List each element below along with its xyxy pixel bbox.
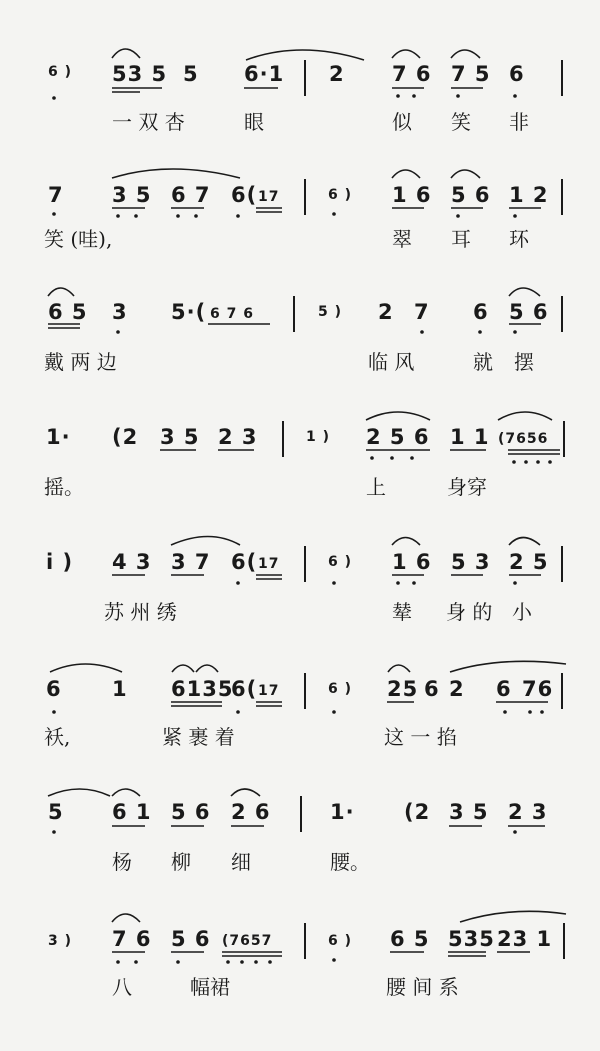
bar-line [561, 296, 563, 332]
note-group: 1 6 [392, 183, 432, 207]
note-group: 6 [509, 62, 525, 86]
note-group: 6 [473, 300, 489, 324]
note-group: 7 6 [392, 62, 432, 86]
note-group: 2 6 [231, 800, 271, 824]
bar-line [304, 673, 306, 709]
note-group: 5 ) [318, 304, 343, 320]
note-group: 6 [496, 677, 512, 701]
lyric-text: 身 的 [446, 600, 493, 624]
note-group: 1· [46, 425, 71, 449]
bar-line [304, 179, 306, 215]
note-group: 5 [48, 800, 64, 824]
lyric-text: 辇 [392, 600, 412, 624]
note-group: 6( [231, 677, 258, 701]
note-group: 2 [378, 300, 394, 324]
note-group: 5·( [171, 300, 207, 324]
note-group: 7 6 [112, 927, 152, 951]
note-group: 1 ) [306, 429, 331, 445]
note-group: 6 1 [112, 800, 152, 824]
lyric-text: 身穿 [447, 475, 487, 499]
note-group: 3 5 [160, 425, 200, 449]
note-group: i ) [46, 550, 74, 574]
note-group: (2 [404, 800, 431, 824]
note-group: 4 3 [112, 550, 152, 574]
bar-line [304, 546, 306, 582]
lyric-text: 似 [392, 110, 412, 134]
lyric-text: 八 [112, 975, 132, 999]
bar-line [561, 60, 563, 96]
bar-line [304, 923, 306, 959]
score-system-2 [0, 155, 600, 265]
note-group: 5 6 [509, 300, 549, 324]
note-group: 7 [48, 183, 64, 207]
bar-line [282, 421, 284, 457]
lyric-text: 就 [473, 350, 493, 374]
bar-line [563, 421, 565, 457]
lyric-text: 腰。 [330, 850, 370, 874]
note-group: 17 [258, 189, 280, 205]
note-group: 2 5 [509, 550, 549, 574]
note-group: 5 [183, 62, 199, 86]
lyric-text: 柳 [171, 850, 191, 874]
note-group: 3 5 [112, 183, 152, 207]
lyric-text: 袄, [44, 725, 71, 749]
note-group: 76 [522, 677, 554, 701]
lyric-text: 幅裙 [190, 975, 230, 999]
note-group: 1 1 [450, 425, 490, 449]
lyric-text: 细 [231, 850, 251, 874]
lyric-text: 非 [509, 110, 529, 134]
lyric-text: 杨 [112, 850, 132, 874]
score-system-6 [0, 645, 600, 755]
note-group: 5 6 [451, 183, 491, 207]
bar-line [561, 546, 563, 582]
note-group: 2 [329, 62, 345, 86]
lyric-text: 摆 [514, 350, 534, 374]
note-group: 6 ) [328, 933, 353, 949]
note-group: 2 5 6 [366, 425, 430, 449]
lyric-text: 笑 [451, 110, 471, 134]
score-system-5 [0, 520, 600, 630]
note-group: 6 7 [171, 183, 211, 207]
note-group: 5 6 [171, 800, 211, 824]
note-group: 2 3 [508, 800, 548, 824]
lyric-text: 小 [512, 600, 532, 624]
note-group: 6 7 6 [210, 306, 254, 322]
note-group: 23 1 [497, 927, 553, 951]
note-group: 6135 [171, 677, 234, 701]
score-system-1 [0, 40, 600, 150]
bar-line [563, 923, 565, 959]
note-group: 2 [449, 677, 465, 701]
lyric-text: 苏 州 绣 [104, 600, 177, 624]
lyric-text: 笑 (哇), [44, 227, 113, 251]
note-group: 2 3 [218, 425, 258, 449]
note-group: 6 5 [390, 927, 430, 951]
score-system-3 [0, 270, 600, 380]
note-group: 17 [258, 556, 280, 572]
bar-line [293, 296, 295, 332]
note-group: 6 ) [48, 64, 73, 80]
note-group: 7 [414, 300, 430, 324]
lyric-text: 上 [366, 475, 386, 499]
note-group: 6 [46, 677, 62, 701]
note-group: 6 ) [328, 681, 353, 697]
note-group: 5 6 [171, 927, 211, 951]
lyric-text: 腰 间 系 [386, 975, 459, 999]
note-group: 25 [387, 677, 419, 701]
lyric-text: 临 风 [368, 350, 415, 374]
bar-line [304, 60, 306, 96]
lyric-text: 摇。 [44, 475, 84, 499]
note-group: 53 5 [112, 62, 168, 86]
score-system-4 [0, 395, 600, 505]
score-system-7 [0, 770, 600, 880]
note-group: 6 5 [48, 300, 88, 324]
note-group: 7 5 [451, 62, 491, 86]
note-group: 6·1 [244, 62, 285, 86]
note-group: 6( [231, 550, 258, 574]
bar-line [561, 673, 563, 709]
note-group: 6( [231, 183, 258, 207]
lyric-text: 翠 [392, 227, 412, 251]
lyric-text: 紧 裹 着 [162, 725, 235, 749]
note-group: (7657 [222, 933, 273, 949]
lyric-text: 戴 两 边 [44, 350, 117, 374]
note-group: 6 ) [328, 554, 353, 570]
note-group: 3 7 [171, 550, 211, 574]
lyric-text: 眼 [244, 110, 264, 134]
note-group: 5 3 [451, 550, 491, 574]
bar-line [300, 796, 302, 832]
note-group: 3 [112, 300, 128, 324]
lyric-text: 一 双 杏 [112, 110, 185, 134]
note-group: 3 ) [48, 933, 73, 949]
lyric-text: 环 [509, 227, 529, 251]
bar-line [561, 179, 563, 215]
note-group: 535 [448, 927, 495, 951]
note-group: 1· [330, 800, 355, 824]
score-system-8 [0, 895, 600, 1005]
note-group: 1 6 [392, 550, 432, 574]
lyric-text: 耳 [451, 227, 471, 251]
note-group: 1 [112, 677, 128, 701]
note-group: 1 2 [509, 183, 549, 207]
note-group: 17 [258, 683, 280, 699]
note-group: 3 5 [449, 800, 489, 824]
lyric-text: 这 一 掐 [384, 725, 457, 749]
note-group: 6 ) [328, 187, 353, 203]
note-group: (7656 [498, 431, 549, 447]
note-group: 6 [424, 677, 440, 701]
note-group: (2 [112, 425, 139, 449]
